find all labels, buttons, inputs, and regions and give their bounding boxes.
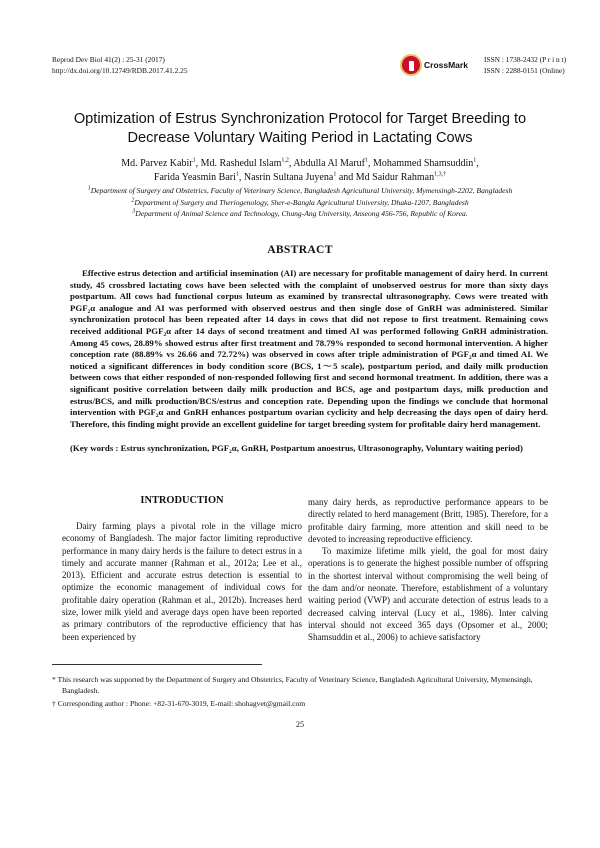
affiliation-2 <box>40 197 560 209</box>
affiliation-3 <box>40 208 560 220</box>
affiliation-mark: 1 <box>87 185 91 192</box>
keywords: (Key words : Estrus synchronization, PGF₂α, GnRH, Postpartum anoestrus, Ultrasonography, Voluntary waiting period) <box>70 443 523 453</box>
author-affil-mark: 1,2 <box>281 157 289 164</box>
crossmark-icon <box>400 54 422 76</box>
introduction-left-column: Dairy farming plays a pivotal role in the village micro economy of Bangladesh. The major factor limiting reproductive performance in many dairy herds is the failure to detect estrus in a timely and accurate manner (Rahman et al., 2012a; Lee et al., 2013). Efficient and accurate estrus detection is essential to optimize the economic management of individual cows for profitable dairy operation (Rahman et al., 2012b). Increases herd size, lower milk yield and average days open have been reported as primary contributors of the reproductive efficiency that has been experienced by <box>62 521 302 642</box>
crossmark-badge[interactable] <box>400 54 472 80</box>
author-line-1 <box>60 157 540 171</box>
author-separator: , <box>476 158 479 169</box>
author-affil-mark: 1,3,† <box>434 171 447 178</box>
author-name: and Md Saidur Rahman <box>336 172 435 183</box>
author-affil-mark: 1 <box>365 157 369 164</box>
footnote-divider <box>52 664 262 665</box>
introduction-paragraph: many dairy herds, as reproductive performance appears to be directly related to herd management (Britt, 1985). Therefore, for a profitable dairy farming, more attention and skill need to be devoted to increasing reproductive efficiency. <box>308 497 548 544</box>
affiliation-list <box>40 185 560 220</box>
introduction-right-column <box>308 496 548 644</box>
journal-header <box>52 55 188 76</box>
author-affil-mark: 1 <box>333 171 337 178</box>
affiliation-text: Department of Animal Science and Technology, Chung-Ang University, Anseong 456-756, Republic of Korea. <box>135 209 468 218</box>
author-affil-mark: 1 <box>473 157 477 164</box>
author-name: , Nasrin Sultana Juyena <box>238 172 334 183</box>
paper-title <box>40 110 560 148</box>
journal-citation: Reprod Dev Biol 41(2) : 25-31 (2017) <box>52 55 165 64</box>
title-line-2: Decrease Voluntary Waiting Period in Lactating Cows <box>127 130 473 146</box>
affiliation-mark: 3 <box>132 208 136 215</box>
issn-block <box>484 55 566 76</box>
crossmark-label: CrossMark <box>424 60 468 70</box>
affiliation-1 <box>40 185 560 197</box>
title-line-1: Optimization of Estrus Synchronization Protocol for Target Breeding to <box>73 111 527 127</box>
author-affil-mark: 1 <box>192 157 196 164</box>
affiliation-text: Department of Surgery and Obstetrics, Faculty of Veterinary Science, Bangladesh Agricultural University, Mymensingh-2202, Bangladesh <box>90 186 513 195</box>
issn-online: ISSN : 2288-0151 (Online) <box>484 65 565 75</box>
author-affil-mark: 1 <box>235 171 239 178</box>
author-name: Farida Yeasmin Bari <box>153 172 236 183</box>
affiliation-text: Department of Surgery and Theriogenology, Sher-e-Bangla Agricultural University, Dhaka-1207, Bangladesh <box>134 197 469 207</box>
funding-footnote: * This research was supported by the Department of Surgery and Obstetrics, Faculty of Veterinary Science, Bangladesh Agricultural University, Mymensingh, Bangladesh. <box>52 675 533 695</box>
introduction-paragraph: To maximize lifetime milk yield, the goal for most dairy operations is to generate the highest possible number of offspring in the shortest interval without compromising the well being of the dam and/or neonate. Therefore, establishment of a voluntary waiting period (VWP) and accurate detection of estrus leads to a decreased calving interval (Lucy et al., 1986). Inter calving interval should not exceed 365 days (Opsomer et al., 2000; Shamsuddin et al., 2006) to achieve satisfactory <box>308 546 548 643</box>
author-name: Md. Parvez Kabir <box>121 158 193 169</box>
author-name: , Abdulla Al Maruf <box>288 158 366 169</box>
affiliation-mark: 2 <box>131 196 135 203</box>
author-line-2 <box>60 171 540 185</box>
abstract-heading: ABSTRACT <box>267 243 333 256</box>
abstract-text: Effective estrus detection and artificial insemination (AI) are necessary for profitable management of dairy herd. In current study, 45 crossbred lactating cows have been selected with the complaint of unobserved oestrus for more than sixty days postpartum. All cows had functional corpus luteum as examined by transrectal ultrasonography. Cows were treated with PGF₂α analogue and AI was performed with observed oestrus and then single dose of GnRH was administered. Similar synchronization protocol has been repeated after 14 days in cows that did not repose to first treatment. Remaining cows received additional PGF₂α after 14 days of second treatment and timed AI was performed following GnRH administration. Among 45 cows, 28.89% showed estrus after first treatment and 78.79% responded to second hormonal intervention. A higher conception rate (88.89% vs 26.66 and 72.72%) was observed in cows after triple administration of PGF₂α and timed AI. We noticed a significant differences in body condition score (BCS, 1～5 scale), postpartum period, and daily milk production between cows that either responded of non-responded following first and second hormonal treatment. In addition, there was a significant positive correlation between daily milk production and BCS, age and postpartum days, milk production and estrus/BCS, and milk production/BCS/estrus and conception rate. Depending upon the findings we conclude that hormonal intervention with PGF₂α and GnRH enhances postpartum ovarian cyclicity and help decreasing the days open of dairy herd. Therefore, this finding might provide an excellent guideline for target breeding system for profitable dairy herd management. <box>70 268 548 429</box>
issn-print: ISSN : 1738-2432 (P r i n t) <box>484 55 567 64</box>
page-number: 25 <box>296 720 304 729</box>
author-name: , Md. Rashedul Islam <box>195 158 282 169</box>
doi-link[interactable]: http://dx.doi.org/10.12749/RDB.2017.41.2.25 <box>52 65 188 75</box>
introduction-heading: INTRODUCTION <box>140 495 224 506</box>
author-name: , Mohammed Shamsuddin <box>368 158 474 169</box>
corresponding-author-footnote: † Corresponding author : Phone: +82-31-670-3019, E-mail: shohagvet@gmail.com <box>52 699 306 708</box>
author-list <box>60 157 540 185</box>
